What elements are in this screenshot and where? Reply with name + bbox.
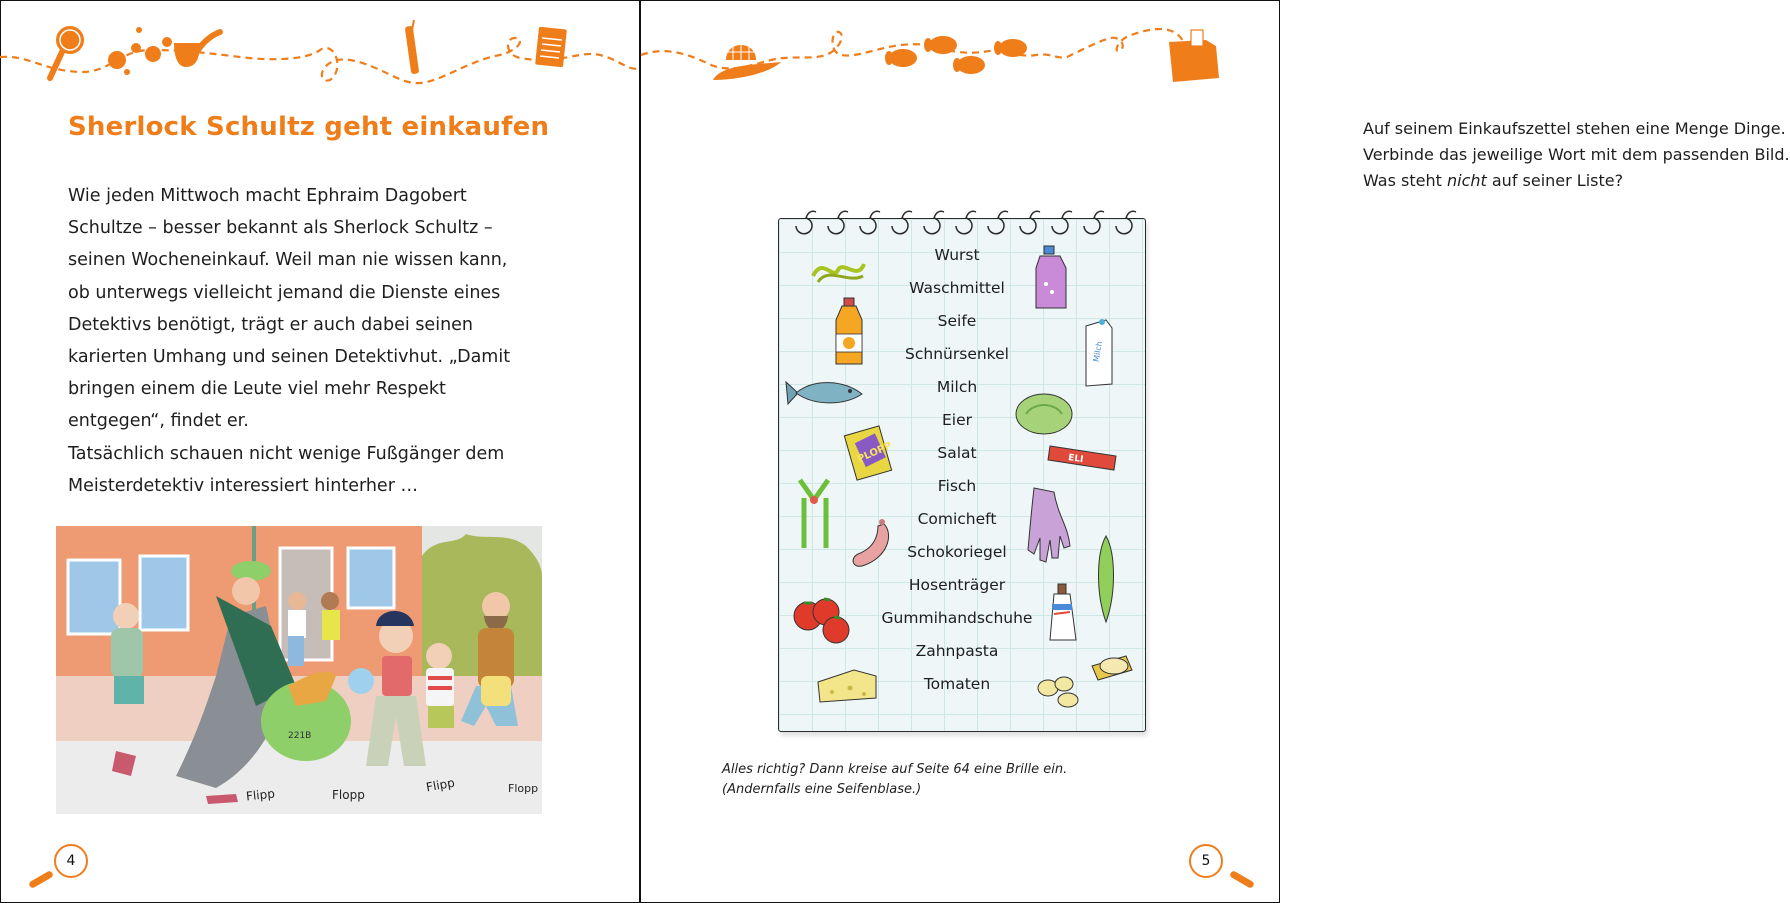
magnifier-handle-icon	[28, 870, 54, 889]
list-word[interactable]: Comicheft	[917, 510, 997, 528]
sound-effect: Flipp	[425, 775, 456, 795]
list-word[interactable]: Milch	[936, 378, 978, 396]
sausage-icon[interactable]	[848, 518, 896, 572]
story-line: Detektivs benötigt, trägt er auch dabei seinen	[68, 314, 474, 335]
list-word[interactable]: Zahnpasta	[915, 642, 999, 660]
list-word[interactable]: Wurst	[934, 246, 980, 264]
note-line: (Andernfalls eine Seifenblase.)	[722, 782, 922, 797]
footprints-icon	[885, 36, 1027, 74]
deerstalker-hat-icon	[713, 44, 781, 80]
story-line: entgegen“, findet er.	[68, 411, 249, 432]
list-word[interactable]: Salat	[937, 444, 977, 462]
story-line: bringen einem die Leute viel mehr Respekt	[68, 379, 446, 400]
list-word[interactable]: Gummihandschuhe	[881, 609, 1033, 627]
eggs-icon[interactable]	[1034, 674, 1082, 708]
answer-note	[722, 760, 1067, 800]
cheese-icon[interactable]	[814, 668, 880, 704]
list-word[interactable]: Fisch	[937, 477, 977, 495]
notepad-icon	[535, 27, 567, 68]
left-page	[0, 0, 639, 903]
question-emphasis: nicht	[1446, 171, 1487, 190]
soap-icon[interactable]	[1088, 652, 1134, 684]
suspenders-icon[interactable]	[794, 476, 838, 556]
shopping-list-notepad	[778, 204, 1146, 732]
question-text: Was steht	[1363, 171, 1447, 190]
story-line: karierten Umhang und seinen Detektivhut. „Damit	[68, 347, 511, 368]
story-line: Tatsächlich schauen nicht wenige Fußgänger dem	[68, 443, 505, 464]
list-word[interactable]: Waschmittel	[909, 279, 1005, 297]
story-line: Schultze – besser bekannt als Sherlock Schultz –	[68, 218, 493, 239]
header-decoration	[0, 10, 639, 90]
list-word[interactable]: Hosenträger	[908, 576, 1006, 594]
folder-icon	[1169, 30, 1219, 82]
pen-icon	[405, 20, 420, 74]
fish-icon[interactable]	[784, 376, 864, 410]
milk-carton-icon[interactable]	[1080, 314, 1116, 388]
sound-effect: Flopp	[332, 788, 365, 802]
juice-bottle-icon[interactable]	[832, 296, 866, 368]
pipe-icon	[174, 32, 220, 67]
bar-label: ELI	[1067, 453, 1084, 466]
rubber-gloves-icon[interactable]	[1024, 486, 1074, 566]
story-line: seinen Wocheneinkauf. Weil man nie wissen kann,	[68, 250, 508, 271]
sound-effect: Flopp	[508, 782, 539, 795]
instruction-line: Verbinde das jeweilige Wort mit dem passenden Bild.	[1363, 145, 1790, 164]
comic-book-icon[interactable]	[844, 426, 894, 482]
question-text: auf seiner Liste?	[1486, 171, 1624, 190]
story-text	[68, 180, 568, 502]
header-decoration	[641, 10, 1280, 90]
sound-effect: Flipp	[245, 786, 276, 804]
tomatoes-icon[interactable]	[792, 594, 854, 644]
list-word[interactable]: Seife	[937, 312, 977, 330]
cucumber-icon[interactable]	[1094, 534, 1118, 624]
instruction-line: Auf seinem Einkaufszettel stehen eine Menge Dinge.	[1363, 119, 1786, 138]
note-line: Alles richtig? Dann kreise auf Seite 64 eine Brille ein.	[722, 762, 1068, 777]
right-page	[641, 0, 1790, 903]
detergent-bottle-icon[interactable]	[1032, 244, 1070, 312]
milk-label: Milch	[1091, 340, 1105, 363]
chocolate-bar-icon[interactable]	[1046, 440, 1120, 474]
page-number: 4	[54, 844, 88, 878]
list-word[interactable]: Schnürsenkel	[905, 345, 1009, 363]
story-line: Wie jeden Mittwoch macht Ephraim Dagobert	[68, 186, 467, 206]
instruction-question	[1363, 168, 1790, 194]
story-title: Sherlock Schultz geht einkaufen	[68, 112, 550, 142]
story-line: ob unterwegs vielleicht jemand die Dienste eines	[68, 282, 501, 303]
comic-label: PLOPP	[855, 440, 894, 466]
story-line: Meisterdetektiv interessiert hinterher …	[68, 475, 418, 496]
page-number: 5	[1189, 844, 1223, 878]
illustration-art	[56, 526, 542, 814]
list-word[interactable]: Schokoriegel	[907, 543, 1007, 561]
street-scene-illustration	[56, 526, 542, 814]
lettuce-icon[interactable]	[1014, 392, 1074, 436]
bag-label: 221B	[288, 731, 312, 741]
toothpaste-icon[interactable]	[1046, 582, 1080, 644]
list-word[interactable]: Eier	[941, 411, 972, 429]
magnifier-icon	[50, 27, 83, 78]
shoelaces-icon[interactable]	[808, 256, 868, 286]
task-instructions	[1363, 116, 1790, 194]
list-word[interactable]: Tomaten	[923, 675, 991, 693]
spiral-binding	[778, 204, 1146, 244]
magnifier-handle-icon	[1229, 870, 1255, 889]
